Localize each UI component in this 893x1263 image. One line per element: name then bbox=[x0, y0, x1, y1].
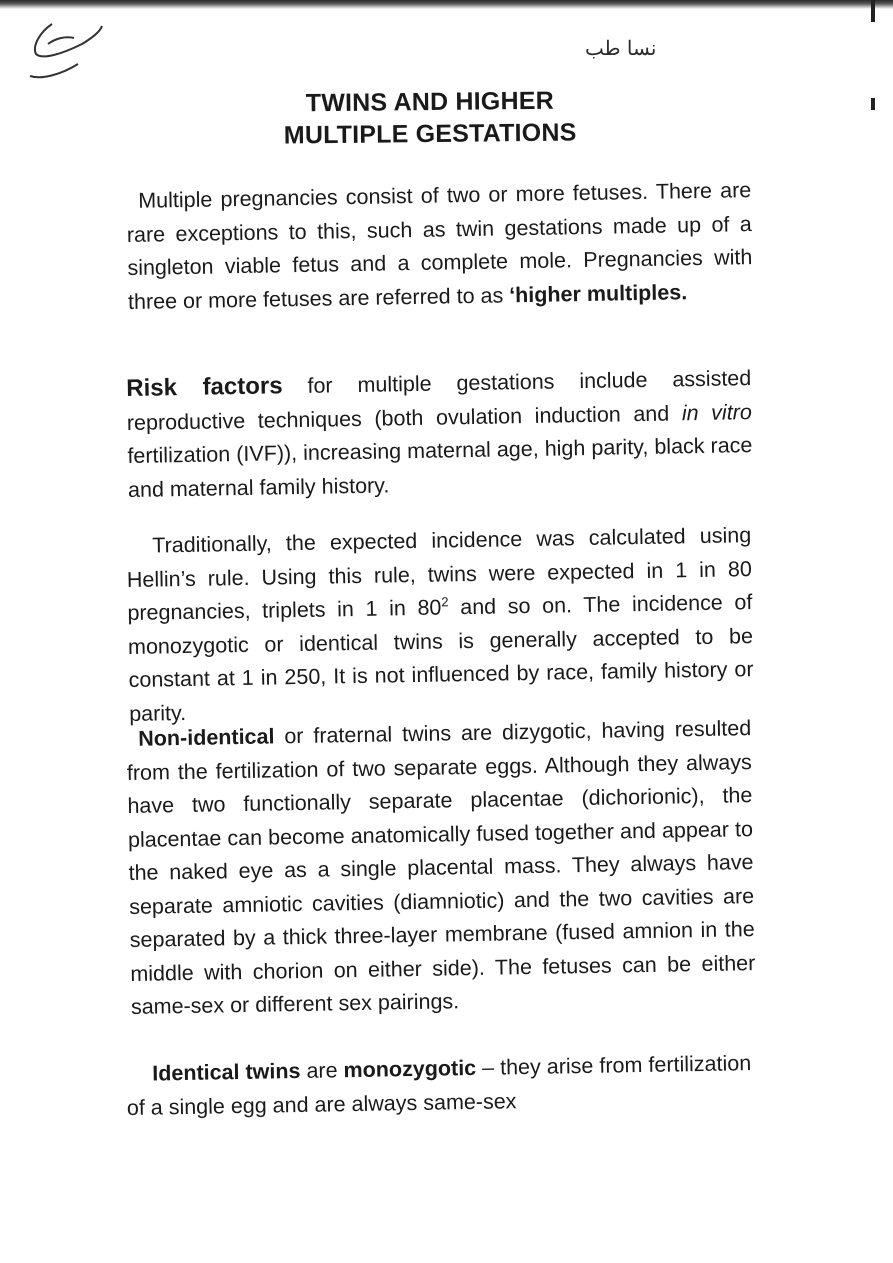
paragraph-incidence bbox=[126, 519, 754, 731]
italic-term: in vitro bbox=[681, 399, 753, 425]
paragraph-non-identical bbox=[126, 712, 756, 1024]
superscript: 2 bbox=[441, 594, 449, 610]
handwritten-note: نسا طب bbox=[585, 36, 657, 60]
bold-term: monozygotic bbox=[343, 1055, 477, 1083]
page-title bbox=[150, 83, 711, 153]
paragraph-text: Traditionally, the expected incidence was calculated using Hellin’s rule. Using this rule, twins were expected in 1 in 80 pregnancies, triplets in 1 in 80 bbox=[126, 523, 752, 625]
paragraph-risk-factors bbox=[126, 361, 753, 507]
scan-right-edge-mark bbox=[871, 0, 875, 22]
title-line-2: MULTIPLE GESTATIONS bbox=[283, 118, 577, 150]
paragraph-text: or fraternal twins are dizygotic, having resulted from the fertilization of two separate eggs. Although they always have two functionally separate placentae (dichorionic), the placentae can become anatomically fused together and appear to the naked eye as a single placental mass. They always have separate amniotic cavities (diamniotic) and the two cavities are separated by a thick three-layer membrane (fused amnion in the middle with chorion on either side). The fetuses can be either same-sex or different sex pairings. bbox=[126, 716, 756, 1019]
paragraph-text: for multiple gestations include assisted reproductive techniques (both ovulation induction and bbox=[126, 366, 752, 435]
paragraph-text: – they arise from fertilization of a single egg and are always same-sex bbox=[126, 1051, 752, 1120]
bold-term: Non-identical bbox=[138, 724, 275, 751]
bold-term: Risk factors bbox=[126, 372, 283, 402]
scan-top-edge bbox=[0, 0, 893, 9]
paragraph-text: fertilization (IVF)), increasing maternal age, high parity, black race and maternal family history. bbox=[127, 433, 753, 502]
paragraph-multiple-pregnancies bbox=[126, 174, 753, 319]
scan-right-edge-mark bbox=[871, 98, 875, 110]
paragraph-text: and so on. The incidence of monozygotic or identical twins is generally accepted to be constant at 1 in 250, It is not influenced by race, family history or parity. bbox=[127, 590, 754, 726]
paragraph-text: Multiple pregnancies consist of two or more fetuses. There are rare exceptions to this, such as twin gestations made up of a singleton viable fetus and a complete mole. Pregnancies with three or more fetuses are referred to as bbox=[126, 178, 753, 314]
title-line-1: TWINS AND HIGHER bbox=[305, 86, 555, 118]
handwritten-signature-icon bbox=[22, 14, 112, 84]
paragraph-text: are bbox=[300, 1058, 344, 1083]
paragraph-identical bbox=[126, 1047, 752, 1125]
bold-term: ‘higher multiples. bbox=[508, 279, 688, 307]
bold-term: Identical twins bbox=[152, 1058, 301, 1086]
